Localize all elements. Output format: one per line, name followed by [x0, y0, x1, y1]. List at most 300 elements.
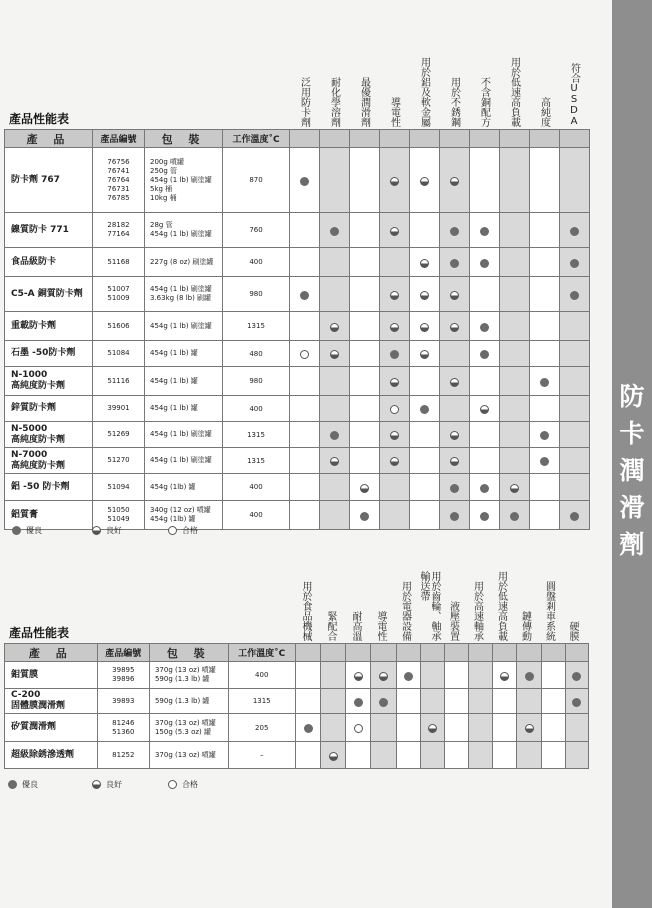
good-dot-icon: [330, 350, 339, 359]
rating-cell: [350, 248, 380, 277]
col-header-feature: [560, 130, 590, 148]
good-dot-icon: [390, 323, 399, 332]
rating-cell: [560, 422, 590, 448]
rating-cell: [410, 341, 440, 367]
rating-cell: [565, 714, 588, 742]
rating-cell: [320, 448, 350, 474]
col-header-feature: [420, 644, 444, 662]
working-temp: 1315: [228, 689, 295, 714]
rating-cell: [290, 312, 320, 341]
feature-header-text: 用於齒輪、軸承: [429, 571, 440, 641]
feature-header: [499, 57, 529, 127]
rating-cell: [500, 148, 530, 213]
excellent-dot-icon: [404, 672, 413, 681]
rating-cell: [420, 742, 444, 769]
product-code: 76731: [107, 184, 130, 193]
rating-cell: [470, 277, 500, 312]
packaging-cell: [145, 448, 223, 474]
rating-cell: [530, 248, 560, 277]
product-code: 51094: [107, 482, 130, 491]
packaging-cell: [145, 341, 223, 367]
excellent-dot-icon: [450, 484, 459, 493]
product-code-cell: [97, 662, 149, 689]
feature-header-text: 符合USDA: [568, 63, 580, 127]
col-header-feature: [350, 130, 380, 148]
feature-header-text: 用於食品機械: [300, 581, 311, 641]
rating-cell: [380, 148, 410, 213]
feature-header: [289, 77, 319, 127]
product-name-cell: [5, 248, 93, 277]
good-dot-icon: [450, 323, 459, 332]
rating-cell: [410, 501, 440, 530]
rating-cell: [410, 396, 440, 422]
col-header-feature: [295, 644, 320, 662]
rating-cell: [493, 689, 517, 714]
packaging-text: 227g (8 oz) 刷塗罐: [150, 257, 214, 266]
rating-cell: [290, 148, 320, 213]
col-header-temp: 工作溫度˚C: [228, 644, 295, 662]
feature-header-text: 用於高速軸承: [471, 581, 483, 641]
legend-excellent: 優良: [8, 779, 38, 790]
excellent-dot-icon: [572, 672, 581, 681]
feature-header: [559, 63, 589, 127]
rating-cell: [380, 474, 410, 501]
rating-cell: [350, 501, 380, 530]
rating-cell: [320, 213, 350, 248]
good-dot-icon: [390, 378, 399, 387]
excellent-dot-icon: [540, 457, 549, 466]
feature-header-text: 最優潤滑劑: [358, 77, 370, 127]
rating-cell: [346, 742, 371, 769]
product-name: 鎳質防卡 771: [11, 224, 69, 235]
packaging-text: 454g (1 lb) 刷塗罐: [150, 456, 212, 464]
table-row: [5, 662, 589, 689]
excellent-dot-icon: [420, 405, 429, 414]
product-code-cell: [93, 448, 145, 474]
rating-cell: [444, 742, 468, 769]
col-header-temp: 工作溫度˚C: [223, 130, 290, 148]
product-code: 76756: [107, 157, 130, 166]
rating-cell: [530, 396, 560, 422]
legend-excellent: 優良: [12, 525, 42, 536]
working-temp: 980: [223, 277, 290, 312]
rating-cell: [410, 448, 440, 474]
rating-cell: [420, 689, 444, 714]
rating-cell: [410, 422, 440, 448]
packaging-text: 10kg 桶: [150, 193, 177, 202]
rating-cell: [320, 341, 350, 367]
rating-cell: [469, 742, 493, 769]
rating-cell: [320, 277, 350, 312]
product-name-cell: [5, 148, 93, 213]
rating-cell: [380, 396, 410, 422]
working-temp: 400: [223, 474, 290, 501]
product-name-cell: [5, 341, 93, 367]
table-row: [5, 367, 590, 396]
sidebar-title-char: 卡: [619, 419, 645, 448]
rating-cell: [440, 448, 470, 474]
working-temp: –: [228, 742, 295, 769]
table-row: [5, 148, 590, 213]
product-code-cell: [93, 367, 145, 396]
product-code-cell: [93, 474, 145, 501]
working-temp: 205: [228, 714, 295, 742]
product-code-cell: [93, 312, 145, 341]
working-temp: 400: [228, 662, 295, 689]
good-dot-icon: [390, 227, 399, 236]
rating-cell: [410, 213, 440, 248]
sidebar-title-char: 潤: [619, 456, 645, 485]
rating-cell: [565, 662, 588, 689]
table-row: [5, 341, 590, 367]
rating-cell: [396, 742, 420, 769]
table2-header-row: [5, 644, 589, 662]
good-dot-icon: [390, 177, 399, 186]
product-name-cell: [5, 277, 93, 312]
feature-header-text: 圓盤剎車系統: [543, 581, 555, 641]
product-code: 81252: [112, 750, 135, 759]
ok-dot-icon: [390, 405, 399, 414]
rating-cell: [560, 312, 590, 341]
rating-cell: [444, 689, 468, 714]
product-code: 39893: [112, 696, 135, 705]
feature-header: [439, 77, 469, 127]
table-row: [5, 213, 590, 248]
rating-cell: [530, 501, 560, 530]
good-dot-icon: [329, 752, 338, 761]
rating-cell: [500, 448, 530, 474]
rating-cell: [469, 714, 493, 742]
rating-cell: [380, 277, 410, 312]
rating-cell: [560, 501, 590, 530]
product-code-cell: [97, 714, 149, 742]
product-name: 矽質潤滑劑: [11, 722, 57, 732]
rating-cell: [470, 148, 500, 213]
rating-cell: [320, 312, 350, 341]
col-header-pack: 包 裝: [149, 644, 228, 662]
rating-cell: [320, 367, 350, 396]
product-name: N-7000: [11, 449, 48, 460]
feature-header-text: 耐高溫: [350, 611, 361, 641]
rating-cell: [517, 742, 541, 769]
good-dot-icon: [330, 457, 339, 466]
packaging-cell: [149, 714, 228, 742]
col-header-feature: [440, 130, 470, 148]
packaging-text: 454g (1 lb) 刷塗罐: [150, 285, 212, 293]
rating-cell: [290, 422, 320, 448]
excellent-dot-icon: [570, 512, 579, 521]
col-header-code: 產品編號: [93, 130, 145, 148]
packaging-cell: [149, 689, 228, 714]
table-row: [5, 396, 590, 422]
col-header-pack: 包 裝: [145, 130, 223, 148]
rating-cell: [560, 474, 590, 501]
rating-cell: [320, 501, 350, 530]
product-name-cell: [5, 662, 98, 689]
feature-header-text: 液壓裝置: [447, 601, 459, 641]
excellent-dot-icon: [379, 698, 388, 707]
rating-cell: [470, 248, 500, 277]
rating-cell: [321, 714, 346, 742]
rating-cell: [470, 213, 500, 248]
good-dot-icon: [450, 457, 459, 466]
table1-header-row: [5, 130, 590, 148]
rating-cell: [350, 448, 380, 474]
rating-cell: [350, 341, 380, 367]
product-code: 51360: [112, 727, 135, 736]
product-code: 51007: [107, 285, 130, 293]
product-name: 食品級防卡: [11, 256, 57, 267]
packaging-text: 250g 管: [150, 166, 178, 175]
feature-header: [318, 611, 343, 641]
rating-cell: [371, 714, 396, 742]
rating-cell: [380, 213, 410, 248]
rating-cell: [560, 396, 590, 422]
rating-cell: [290, 367, 320, 396]
rating-cell: [440, 341, 470, 367]
rating-cell: [295, 689, 320, 714]
product-code: 51050: [107, 506, 130, 514]
product-code: 77164: [107, 230, 130, 238]
rating-cell: [444, 662, 468, 689]
rating-cell: [530, 312, 560, 341]
packaging-text: 454g (1 lb) 刷塗罐: [150, 321, 212, 330]
feature-header-text: 緊配合: [325, 611, 336, 641]
packaging-text: 28g 管: [150, 221, 173, 229]
excellent-dot-icon: [300, 291, 309, 300]
rating-cell: [517, 689, 541, 714]
product-code: 81246: [112, 718, 135, 727]
product-code-cell: [93, 213, 145, 248]
product-name: C5-A 銅質防卡劑: [11, 288, 83, 299]
col-header-feature: [346, 644, 371, 662]
legend-ok: 合格: [168, 525, 198, 536]
feature-header-text: 泛用防卡劑: [298, 77, 310, 127]
rating-cell: [420, 714, 444, 742]
product-code: 51084: [107, 349, 130, 357]
packaging-text: 454g (1 lb) 刷塗罐: [150, 175, 212, 184]
good-dot-icon: [354, 672, 363, 681]
table1-legend: [12, 523, 312, 537]
product-code: 28182: [107, 221, 130, 229]
feature-header: [349, 77, 379, 127]
ok-dot-icon: [354, 724, 363, 733]
working-temp: 870: [223, 148, 290, 213]
rating-cell: [560, 248, 590, 277]
product-code: 51116: [107, 376, 130, 385]
good-dot-icon: [92, 780, 101, 789]
product-name-cell: [5, 396, 93, 422]
rating-cell: [470, 422, 500, 448]
packaging-cell: [149, 742, 228, 769]
table-row: [5, 714, 589, 742]
excellent-dot-icon: [570, 259, 579, 268]
sidebar-title-char: 防: [619, 382, 645, 411]
working-temp: 480: [223, 341, 290, 367]
good-dot-icon: [450, 177, 459, 186]
product-name-cell: [5, 367, 93, 396]
rating-cell: [500, 367, 530, 396]
working-temp: 1315: [223, 312, 290, 341]
rating-cell: [346, 662, 371, 689]
excellent-dot-icon: [354, 698, 363, 707]
rating-cell: [290, 396, 320, 422]
rating-cell: [440, 396, 470, 422]
product-name: 鋁質膏: [11, 509, 39, 520]
rating-cell: [560, 148, 590, 213]
rating-cell: [565, 742, 588, 769]
col-header-feature: [470, 130, 500, 148]
feature-header-text: 不含銅配方: [478, 77, 490, 127]
excellent-dot-icon: [572, 698, 581, 707]
legend-good: 良好: [92, 525, 122, 536]
sidebar-title-char: 滑: [619, 493, 645, 522]
col-header-feature: [371, 644, 396, 662]
packaging-text: 5kg 桶: [150, 184, 173, 193]
rating-cell: [396, 714, 420, 742]
good-dot-icon: [450, 378, 459, 387]
rating-cell: [410, 312, 440, 341]
rating-cell: [290, 341, 320, 367]
product-name-cell: [5, 448, 93, 474]
rating-cell: [350, 213, 380, 248]
rating-cell: [470, 396, 500, 422]
packaging-text: 590g (1.3 lb) 罐: [154, 696, 210, 705]
excellent-dot-icon: [510, 512, 519, 521]
excellent-dot-icon: [450, 227, 459, 236]
table-row: [5, 474, 590, 501]
feature-header: [489, 571, 513, 641]
rating-cell: [410, 474, 440, 501]
rating-cell: [500, 422, 530, 448]
rating-cell: [565, 689, 588, 714]
rating-cell: [500, 474, 530, 501]
table-row: [5, 689, 589, 714]
rating-cell: [380, 501, 410, 530]
rating-cell: [470, 448, 500, 474]
table-row: [5, 448, 590, 474]
feature-header: [561, 621, 584, 641]
feature-header: [379, 97, 409, 127]
product-code-cell: [93, 277, 145, 312]
excellent-dot-icon: [480, 350, 489, 359]
good-dot-icon: [420, 323, 429, 332]
excellent-dot-icon: [570, 227, 579, 236]
feature-header-text: 鏈傳動: [519, 611, 531, 641]
feature-header-text: 硬膜: [567, 621, 578, 641]
rating-cell: [560, 213, 590, 248]
good-dot-icon: [360, 484, 369, 493]
product-name: 石墨 -50防卡劑: [11, 348, 76, 358]
product-name: N-1000: [11, 370, 48, 380]
rating-cell: [493, 742, 517, 769]
packaging-cell: [145, 148, 223, 213]
rating-cell: [290, 248, 320, 277]
feature-header-text: 輸送帶: [418, 571, 429, 601]
good-dot-icon: [510, 484, 519, 493]
product-code-cell: [93, 148, 145, 213]
excellent-dot-icon: [480, 512, 489, 521]
excellent-dot-icon: [330, 431, 339, 440]
packaging-text: 590g (1.3 lb) 罐: [154, 675, 210, 683]
rating-cell: [350, 396, 380, 422]
rating-cell: [560, 277, 590, 312]
product-name: 高純度防卡劑: [11, 460, 66, 471]
good-dot-icon: [525, 724, 534, 733]
col-header-product: 產 品: [5, 644, 98, 662]
col-header-feature: [410, 130, 440, 148]
excellent-dot-icon: [540, 378, 549, 387]
col-header-feature: [500, 130, 530, 148]
rating-cell: [440, 148, 470, 213]
good-dot-icon: [450, 291, 459, 300]
sidebar-title: [612, 378, 652, 563]
excellent-dot-icon: [12, 526, 21, 535]
product-code-cell: [93, 422, 145, 448]
excellent-dot-icon: [540, 431, 549, 440]
rating-cell: [560, 448, 590, 474]
good-dot-icon: [390, 431, 399, 440]
rating-cell: [440, 213, 470, 248]
good-dot-icon: [390, 457, 399, 466]
product-code: 51606: [107, 321, 130, 330]
rating-cell: [420, 662, 444, 689]
rating-cell: [440, 277, 470, 312]
rating-cell: [541, 742, 565, 769]
rating-cell: [290, 474, 320, 501]
rating-cell: [410, 248, 440, 277]
good-dot-icon: [420, 350, 429, 359]
feature-header-text: 用於低速高負載: [495, 571, 507, 641]
rating-cell: [320, 396, 350, 422]
product-name: 固體膜潤滑劑: [11, 701, 66, 711]
rating-cell: [541, 662, 565, 689]
rating-cell: [530, 148, 560, 213]
packaging-cell: [149, 662, 228, 689]
packaging-text: 454g (1 lb) 罐: [150, 404, 198, 412]
legend-ok: 合格: [168, 779, 198, 790]
col-header-feature: [290, 130, 320, 148]
excellent-dot-icon: [480, 323, 489, 332]
rating-cell: [470, 312, 500, 341]
rating-cell: [410, 367, 440, 396]
product-name-cell: [5, 474, 93, 501]
feature-header: [343, 611, 368, 641]
packaging-text: 200g 噴罐: [150, 157, 185, 166]
product-code-cell: [93, 396, 145, 422]
sidebar-band: [612, 0, 652, 908]
rating-cell: [346, 714, 371, 742]
product-name: 鋅質防卡劑: [11, 403, 57, 413]
rating-cell: [350, 367, 380, 396]
rating-cell: [470, 341, 500, 367]
col-header-code: 產品編號: [97, 644, 149, 662]
rating-cell: [371, 689, 396, 714]
rating-cell: [350, 312, 380, 341]
feature-header: [368, 611, 393, 641]
rating-cell: [346, 689, 371, 714]
feature-header: [417, 571, 441, 641]
rating-cell: [295, 742, 320, 769]
excellent-dot-icon: [450, 259, 459, 268]
good-dot-icon: [420, 259, 429, 268]
rating-cell: [380, 248, 410, 277]
rating-cell: [350, 277, 380, 312]
col-header-feature: [517, 644, 541, 662]
feature-header: [529, 97, 559, 127]
rating-cell: [493, 714, 517, 742]
good-dot-icon: [480, 405, 489, 414]
